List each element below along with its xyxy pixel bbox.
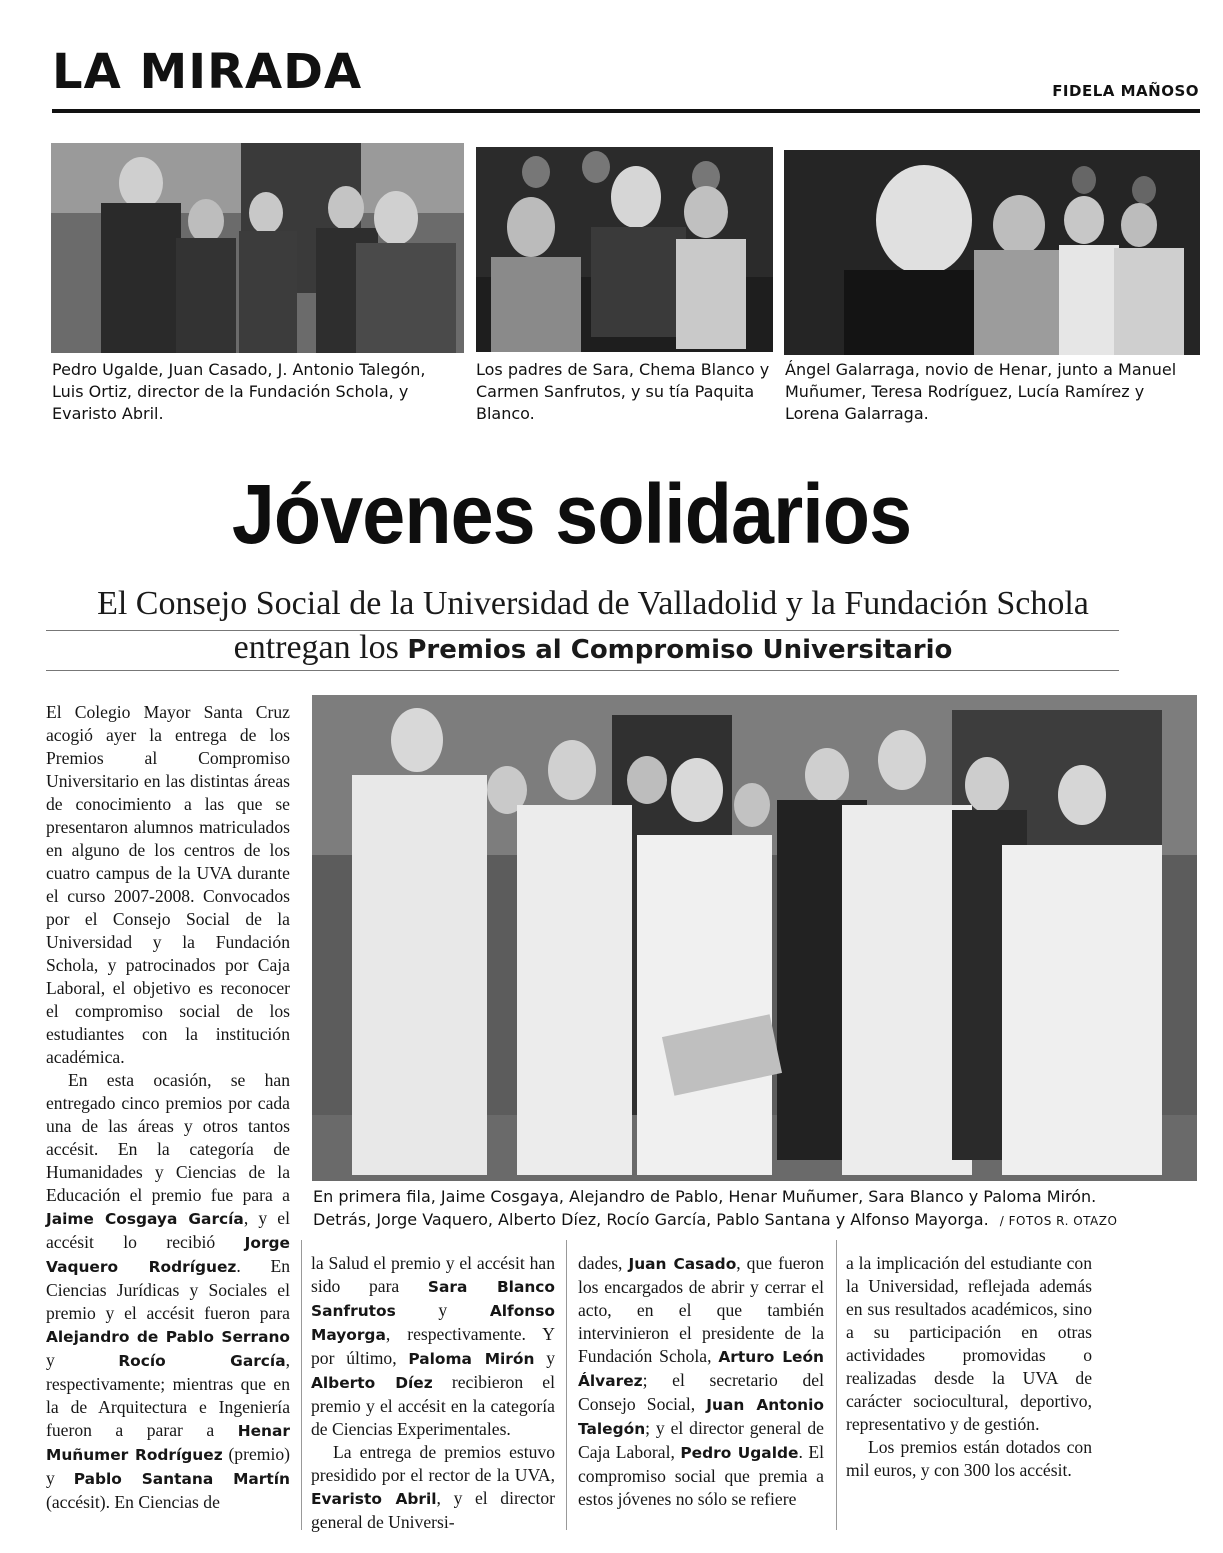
- name-highlight: Jorge Vaquero Rodríguez: [46, 1234, 290, 1276]
- paragraph: [311, 1441, 555, 1534]
- text: , que fueron los encargados de abrir y cerrar el acto, en el que también intervinieron el presidente de la Fundación Schola,: [578, 1253, 825, 1366]
- column-divider: [301, 1240, 302, 1530]
- text: recibieron el premio y el accésit en la categoría de Ciencias Experimentales.: [311, 1372, 556, 1439]
- name-highlight: Sara Blanco Sanfrutos: [311, 1278, 555, 1320]
- section-title: LA MIRADA: [52, 44, 363, 100]
- paragraph: [311, 1252, 555, 1441]
- text: y: [46, 1350, 119, 1370]
- caption-photo-family: Ángel Galarraga, novio de Henar, junto a Manuel Muñumer, Teresa Rodríguez, Lucía Ramírez y Lorena Galarraga.: [785, 360, 1177, 423]
- text: , respectivamente; mientras que en la de Arquitectura e Ingeniería fueron a parar a: [46, 1350, 290, 1440]
- text: . El compromiso social que premia a estos jóvenes no sólo se refiere: [578, 1442, 824, 1509]
- article-column-3: [578, 1252, 824, 1511]
- paragraph: [46, 1069, 290, 1514]
- header-rule: [52, 109, 1200, 113]
- caption-photo-parents: Los padres de Sara, Chema Blanco y Carmen Sanfrutos, y su tía Paquita Blanco.: [476, 360, 770, 423]
- name-highlight: Pablo Santana Martín: [73, 1470, 290, 1488]
- name-highlight: Jaime Cosgaya García: [46, 1210, 244, 1228]
- text: En esta ocasión, se han entregado cinco premios por cada una de las áreas y otros tantos accésit. En la categoría de Humanidades y Ciencias de la Educación el premio fue para a: [46, 1070, 290, 1205]
- photo-award-winners: [312, 695, 1197, 1181]
- name-highlight: Pedro Ugalde: [680, 1444, 799, 1462]
- paragraph: a la implicación del estudiante con la Universidad, reflejada además en sus resultados académicos, sino a su participación en otras actividades promovidas o realizadas desde la UVA de carácter sociocultural, deportivo, representativo y de gestión.: [846, 1253, 1092, 1434]
- text: . En Ciencias Jurídicas y Sociales el premio y el accésit fueron para: [46, 1256, 290, 1323]
- name-highlight: Arturo León Álvarez: [578, 1348, 824, 1390]
- photographer-byline: FIDELA MAÑOSO: [1052, 82, 1199, 100]
- text: y: [534, 1348, 556, 1368]
- text: (accésit). En Ciencias de: [46, 1492, 220, 1512]
- name-highlight: Paloma Mirón: [408, 1350, 535, 1368]
- photo-family: [784, 150, 1200, 355]
- text: ; el secretario del Consejo Social,: [578, 1370, 824, 1414]
- caption-photo-officials: Pedro Ugalde, Juan Casado, J. Antonio Talegón, Luis Ortiz, director de la Fundación Schola, y Evaristo Abril.: [52, 360, 426, 423]
- photo-parents: [476, 147, 773, 352]
- deck-line-2-plain: entregan los: [233, 629, 399, 666]
- name-highlight: Alberto Díez: [311, 1374, 433, 1392]
- article-column-4: [846, 1252, 1092, 1482]
- name-highlight: Alfonso Mayorga: [311, 1302, 555, 1344]
- text: la Salud el premio y el accésit han sido para: [311, 1253, 555, 1296]
- photo-credit: / FOTOS R. OTAZO: [999, 1214, 1118, 1228]
- caption-main-line-1: En primera fila, Jaime Cosgaya, Alejandro de Pablo, Henar Muñumer, Sara Blanco y Paloma Mirón.: [313, 1187, 1097, 1206]
- caption-main-names: Detrás, Jorge Vaquero, Alberto Díez, Rocío García, Pablo Santana y Alfonso Mayorga.: [313, 1210, 989, 1229]
- text: (premio) y: [46, 1444, 290, 1488]
- article-column-2: [311, 1252, 555, 1534]
- deck: [48, 582, 1138, 672]
- column-divider: [566, 1240, 567, 1530]
- text: , y el accésit lo recibió: [46, 1208, 290, 1252]
- name-highlight: Juan Casado: [628, 1255, 737, 1273]
- paragraph: Los premios están dotados con mil euros, y con 300 los accésit.: [846, 1437, 1092, 1480]
- name-highlight: Henar Muñumer Rodríguez: [46, 1422, 290, 1464]
- photo-officials: [51, 143, 464, 353]
- name-highlight: Evaristo Abril: [311, 1490, 437, 1508]
- article-column-1: [46, 701, 290, 1514]
- name-highlight: Rocío García: [118, 1352, 286, 1370]
- headline: Jóvenes solidarios: [231, 467, 912, 561]
- text: dades,: [578, 1253, 629, 1273]
- caption-main-line-2: [313, 1209, 1203, 1232]
- text: , y el director general de Universi-: [311, 1488, 555, 1532]
- paragraph: El Colegio Mayor Santa Cruz acogió ayer la entrega de los Premios al Compromiso Universitario en las distintas áreas de conocimiento a las que se presentaron alumnos matriculados en alguno de los centros de los cuatro campus de la UVA durante el curso 2007-2008. Convocados por el Consejo Social de la Universidad y la Fundación Schola, y patrocinados por Caja Laboral, el objetivo es reconocer el compromiso social de los estudiantes con la institución académica.: [46, 702, 290, 1067]
- deck-line-2: [48, 626, 1138, 672]
- text: y: [395, 1300, 490, 1320]
- text: La entrega de premios estuvo presidido por el rector de la UVA,: [311, 1442, 555, 1485]
- deck-line-1: El Consejo Social de la Universidad de Valladolid y la Fundación Schola: [97, 585, 1089, 622]
- paragraph: [578, 1252, 824, 1511]
- deck-line-2-bold: Premios al Compromiso Universitario: [407, 635, 953, 665]
- column-divider: [836, 1240, 837, 1530]
- text: , respectivamente. Y por último,: [311, 1324, 555, 1368]
- name-highlight: Juan Antonio Talegón: [578, 1396, 824, 1438]
- name-highlight: Alejandro de Pablo Serrano: [46, 1328, 290, 1346]
- text: ; y el director general de Caja Laboral,: [578, 1418, 824, 1462]
